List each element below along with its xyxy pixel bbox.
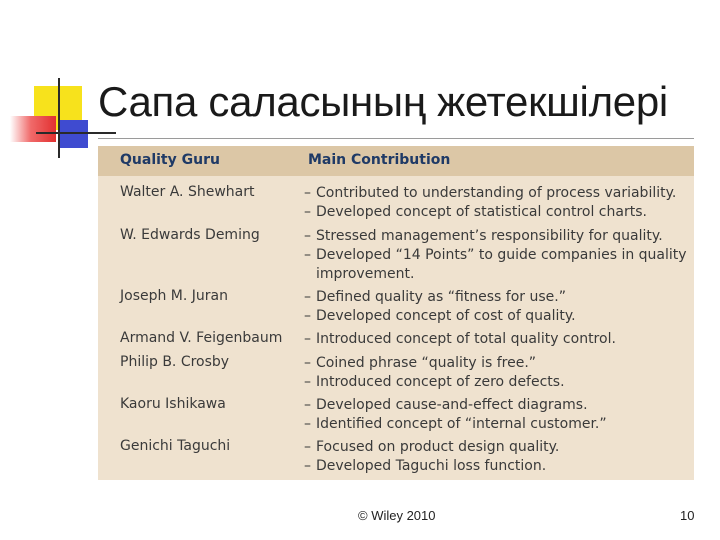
table-header — [98, 146, 694, 176]
slide-title: Сапа саласының жетекшілері — [98, 78, 668, 125]
contribution-text: Identified concept of “internal customer.” — [316, 416, 607, 432]
guru-name: Joseph M. Juran — [120, 288, 229, 304]
guru-name: W. Edwards Deming — [120, 227, 260, 243]
contribution-text: Developed concept of cost of quality. — [316, 308, 576, 324]
contribution-item: – Developed cause-and-effect diagrams. — [304, 397, 588, 413]
contribution-text: Introduced concept of total quality control. — [316, 331, 616, 347]
title-underline — [98, 138, 694, 139]
contribution-text: Coined phrase “quality is free.” — [316, 355, 537, 371]
guru-name: Walter A. Shewhart — [120, 184, 255, 200]
contribution-item: – Introduced concept of zero defects. — [304, 374, 565, 390]
contribution-text: Defined quality as “fitness for use.” — [316, 289, 566, 305]
contribution-text: Contributed to understanding of process variability. — [316, 185, 677, 201]
contribution-list — [304, 288, 688, 326]
guru-name: Genichi Taguchi — [120, 438, 231, 454]
contribution-list — [304, 330, 688, 349]
quality-gurus-table — [98, 146, 694, 480]
contribution-text: Developed cause-and-effect diagrams. — [316, 397, 588, 413]
contribution-item: – Stressed management’s responsibility for quality. — [304, 228, 663, 244]
contribution-item: – Introduced concept of total quality control. — [304, 331, 616, 347]
contribution-item: – Developed “14 Points” to guide companies in quality improvement. — [304, 247, 687, 282]
contribution-item: – Coined phrase “quality is free.” — [304, 355, 537, 371]
contribution-list — [304, 227, 688, 284]
page-number: 10 — [680, 508, 695, 523]
contribution-item: – Focused on product design quality. — [304, 439, 560, 455]
contribution-item: – Developed Taguchi loss function. — [304, 458, 547, 474]
blue-square-decoration — [58, 120, 88, 148]
contribution-text: Focused on product design quality. — [316, 439, 560, 455]
contribution-text: Developed concept of statistical control charts. — [316, 204, 647, 220]
vertical-line-decoration — [58, 78, 60, 158]
horizontal-line-decoration — [36, 132, 116, 134]
guru-name: Philip B. Crosby — [120, 354, 230, 370]
guru-name: Kaoru Ishikawa — [120, 396, 226, 412]
contribution-text: Introduced concept of zero defects. — [316, 374, 565, 390]
contribution-list — [304, 396, 688, 434]
copyright-footer: © Wiley 2010 — [358, 508, 436, 523]
contribution-item: – Developed concept of cost of quality. — [304, 308, 576, 324]
guru-name: Armand V. Feigenbaum — [120, 330, 283, 346]
header-main-contribution: Main Contribution — [308, 152, 451, 168]
contribution-list — [304, 184, 688, 222]
contribution-item: – Identified concept of “internal customer.” — [304, 416, 607, 432]
red-bar-decoration — [10, 116, 56, 142]
contribution-item: – Contributed to understanding of process variability. — [304, 185, 677, 201]
header-quality-guru: Quality Guru — [120, 152, 220, 168]
contribution-text: Developed Taguchi loss function. — [316, 458, 547, 474]
contribution-item: – Defined quality as “fitness for use.” — [304, 289, 566, 305]
contribution-text: Developed “14 Points” to guide companies in quality improvement. — [316, 247, 687, 282]
contribution-list — [304, 438, 688, 476]
contribution-item: – Developed concept of statistical control charts. — [304, 204, 647, 220]
contribution-list — [304, 354, 688, 392]
contribution-text: Stressed management’s responsibility for quality. — [316, 228, 663, 244]
